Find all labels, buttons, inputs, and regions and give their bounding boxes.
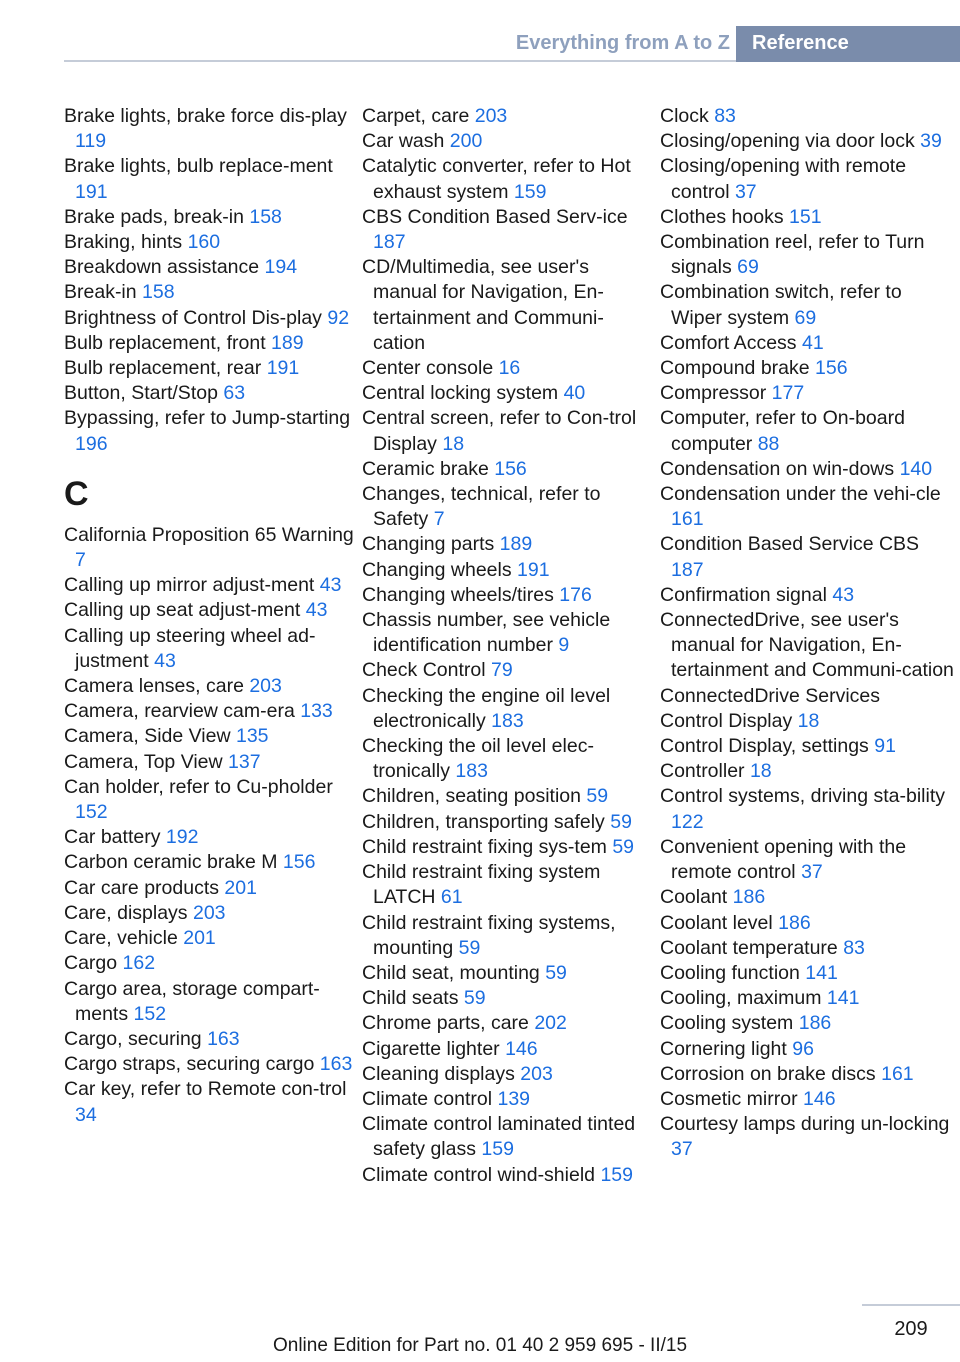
index-page-link[interactable]: 201 bbox=[224, 876, 257, 899]
index-entry-term: Care, vehicle bbox=[64, 927, 184, 950]
index-entry-term: ConnectedDrive Services bbox=[660, 684, 881, 707]
index-page-link[interactable]: 88 bbox=[757, 432, 780, 455]
index-entry-term: Computer, refer to On-board computer bbox=[660, 407, 905, 455]
index-page-link[interactable]: 7 bbox=[433, 508, 445, 531]
index-page-link[interactable]: 43 bbox=[319, 574, 342, 597]
index-entry-term: Condition Based Service CBS bbox=[660, 533, 920, 556]
index-entry-term: Carpet, care bbox=[362, 105, 475, 127]
index-entry-term: Camera, Side View bbox=[64, 725, 236, 748]
index-entry-term: Changes, technical, refer to Safety bbox=[362, 483, 601, 531]
index-entry-term: Car care products bbox=[64, 876, 225, 899]
index-entry-term: Carbon ceramic brake M bbox=[64, 851, 283, 874]
index-page-link[interactable]: 158 bbox=[142, 281, 175, 304]
index-page-link[interactable]: 191 bbox=[517, 558, 550, 581]
index-entry bbox=[362, 986, 652, 1011]
index-page-link[interactable]: 43 bbox=[305, 599, 328, 622]
index-page-link[interactable]: 177 bbox=[771, 382, 805, 405]
index-entry bbox=[64, 523, 354, 573]
index-entry bbox=[64, 573, 354, 598]
index-entry-term: Child restraint fixing system LATCH bbox=[362, 861, 601, 909]
index-page-link[interactable]: 201 bbox=[183, 927, 216, 950]
index-entry-term: Children, transporting safely bbox=[362, 810, 611, 833]
index-page-link[interactable]: 83 bbox=[714, 105, 736, 127]
index-entry bbox=[64, 255, 354, 280]
index-entry-term: Condensation on win-dows bbox=[660, 457, 900, 480]
index-entry bbox=[362, 1112, 652, 1162]
index-entry-term: Cleaning displays bbox=[362, 1062, 521, 1085]
index-entry bbox=[660, 583, 956, 608]
index-entry-term: Checking the oil level elec-tronically bbox=[362, 735, 594, 783]
index-entry-term: California Proposition 65 Warning bbox=[64, 523, 354, 546]
index-entry-term: Cooling, maximum bbox=[660, 987, 827, 1010]
index-entry bbox=[660, 684, 956, 709]
index-page-link[interactable]: 156 bbox=[494, 457, 527, 480]
index-letter-heading: C bbox=[64, 474, 89, 513]
index-entry bbox=[660, 154, 956, 204]
index-entry-term: Comfort Access bbox=[660, 331, 802, 354]
index-entry bbox=[660, 1011, 956, 1036]
index-entry-term: Can holder, refer to Cu-pholder bbox=[64, 775, 333, 798]
index-entry bbox=[64, 205, 354, 230]
index-page-link[interactable]: 41 bbox=[801, 331, 824, 354]
index-entry bbox=[362, 1011, 652, 1036]
index-page-link[interactable]: 39 bbox=[920, 130, 942, 153]
index-entry-term: Camera, rearview cam-era bbox=[64, 700, 301, 723]
index-entry bbox=[64, 775, 354, 825]
index-page-link[interactable]: 59 bbox=[463, 987, 486, 1010]
index-page-link[interactable]: 141 bbox=[805, 961, 838, 984]
index-page-link[interactable]: 133 bbox=[300, 700, 333, 723]
index-entry-term: Cargo straps, securing cargo bbox=[64, 1053, 320, 1076]
index-entry-term: Catalytic converter, refer to Hot exhaust system bbox=[362, 155, 631, 203]
index-page-link[interactable]: 163 bbox=[207, 1027, 240, 1050]
index-entry-term: Cooling system bbox=[660, 1012, 799, 1035]
index-entry-term: Child restraint fixing sys-tem bbox=[362, 835, 613, 858]
index-entry bbox=[362, 961, 652, 986]
index-page-link[interactable]: 203 bbox=[474, 105, 508, 127]
index-page-link[interactable]: 137 bbox=[228, 750, 261, 773]
index-entry-term: CD/Multimedia, see user's manual for Navigation, En-tertainment and Communi-cation bbox=[362, 256, 604, 354]
index-entry-term: Climate control laminated tinted safety glass bbox=[362, 1113, 636, 1161]
index-entry bbox=[64, 876, 354, 901]
index-entry bbox=[660, 230, 956, 280]
index-page-link[interactable]: 156 bbox=[282, 851, 316, 874]
index-entry bbox=[660, 205, 956, 230]
index-entry-term: Closing/opening via door lock bbox=[660, 130, 921, 153]
index-page-link[interactable]: 119 bbox=[75, 130, 107, 153]
footer-edition: Online Edition for Part no. 01 40 2 959 695 - II/15 bbox=[272, 1335, 688, 1356]
index-entry bbox=[362, 911, 652, 961]
index-page-link[interactable]: 186 bbox=[778, 911, 811, 934]
index-page-link[interactable]: 152 bbox=[75, 801, 108, 824]
index-entry-term: Camera, Top View bbox=[64, 750, 229, 773]
index-entry-term: Confirmation signal bbox=[660, 583, 833, 606]
index-page-link[interactable]: 83 bbox=[843, 936, 865, 959]
header-reference-tab: Reference bbox=[736, 26, 960, 62]
index-entry bbox=[64, 977, 354, 1027]
index-entry bbox=[362, 129, 652, 154]
index-entry bbox=[660, 961, 956, 986]
index-entry-term: Closing/opening with remote control bbox=[660, 155, 907, 203]
index-entry bbox=[362, 255, 652, 356]
index-entry bbox=[64, 624, 354, 674]
index-entry-term: Button, Start/Stop bbox=[64, 382, 224, 405]
index-page-link[interactable]: 186 bbox=[732, 886, 766, 909]
index-entry bbox=[362, 860, 652, 910]
index-entry-term: Clothes hooks bbox=[660, 205, 789, 228]
index-entry-term: Courtesy lamps during un-locking bbox=[660, 1113, 950, 1136]
index-entry bbox=[64, 356, 354, 381]
index-entry bbox=[64, 1077, 354, 1127]
index-column-2 bbox=[362, 104, 652, 1188]
index-entry bbox=[660, 1087, 956, 1112]
index-entry-term: Bulb replacement, rear bbox=[64, 357, 267, 380]
index-page-link[interactable]: 189 bbox=[499, 533, 533, 556]
index-page-link[interactable]: 183 bbox=[455, 760, 488, 783]
index-entry-term: Checking the engine oil level electronically bbox=[362, 684, 611, 732]
index-column-1 bbox=[64, 104, 354, 1128]
index-entry-term: Ceramic brake bbox=[362, 457, 495, 480]
index-entry bbox=[64, 306, 354, 331]
index-entry-term: Calling up mirror adjust-ment bbox=[64, 574, 320, 597]
index-entry bbox=[660, 784, 956, 834]
index-page-link[interactable]: 37 bbox=[801, 861, 823, 884]
index-page-link[interactable]: 187 bbox=[373, 231, 406, 254]
index-entry bbox=[362, 583, 652, 608]
index-entry bbox=[660, 280, 956, 330]
index-page-link[interactable]: 141 bbox=[826, 987, 860, 1010]
index-entry bbox=[64, 1027, 354, 1052]
index-entry bbox=[660, 734, 956, 759]
index-entry-term: Compressor bbox=[660, 382, 772, 405]
index-page-link[interactable]: 40 bbox=[563, 382, 586, 405]
index-entry-term: Camera lenses, care bbox=[64, 675, 250, 698]
index-entry-term: Chrome parts, care bbox=[362, 1012, 535, 1035]
index-entry-term: Children, seating position bbox=[362, 785, 587, 808]
index-entry bbox=[64, 724, 354, 749]
index-entry-term: Calling up steering wheel ad-justment bbox=[64, 624, 316, 672]
index-entry bbox=[660, 129, 956, 154]
index-entry-term: Changing wheels bbox=[362, 558, 518, 581]
index-page-link[interactable]: 59 bbox=[612, 835, 635, 858]
index-page-link[interactable]: 152 bbox=[133, 1002, 167, 1025]
index-entry bbox=[660, 457, 956, 482]
index-page-link[interactable]: 194 bbox=[264, 256, 298, 279]
index-entry bbox=[660, 709, 956, 734]
index-entry-term: Cigarette lighter bbox=[362, 1037, 506, 1060]
index-page-link[interactable]: 59 bbox=[586, 785, 609, 808]
index-entry bbox=[362, 381, 652, 406]
index-entry bbox=[64, 230, 354, 255]
index-entry bbox=[660, 885, 956, 910]
index-entry-term: Calling up seat adjust-ment bbox=[64, 599, 306, 622]
index-entry-term: Breakdown assistance bbox=[64, 256, 265, 279]
index-entry-term: Child seat, mounting bbox=[362, 961, 546, 984]
index-entry bbox=[660, 936, 956, 961]
index-entry-term: Condensation under the vehi-cle bbox=[660, 483, 941, 506]
index-entry-term: Child seats bbox=[362, 987, 464, 1010]
index-entry bbox=[362, 558, 652, 583]
index-page-link[interactable]: 146 bbox=[505, 1037, 538, 1060]
index-page-link[interactable]: 160 bbox=[187, 231, 221, 254]
index-page-link[interactable]: 135 bbox=[235, 725, 269, 748]
index-page-link[interactable]: 146 bbox=[803, 1087, 836, 1110]
index-entry bbox=[64, 750, 354, 775]
index-entry-term: Control systems, driving sta-bility bbox=[660, 785, 945, 808]
index-page-link[interactable]: 159 bbox=[513, 180, 547, 203]
index-page-link[interactable]: 163 bbox=[319, 1053, 353, 1076]
index-entry-term: Center console bbox=[362, 357, 499, 380]
index-entry bbox=[660, 406, 956, 456]
index-entry-term: Convenient opening with the remote control bbox=[660, 835, 907, 884]
index-page-link[interactable]: 37 bbox=[671, 1138, 693, 1161]
index-entry bbox=[64, 699, 354, 724]
index-page-link[interactable]: 7 bbox=[75, 549, 86, 572]
index-page-link[interactable]: 203 bbox=[249, 675, 282, 698]
index-entry-term: Climate control wind-shield bbox=[362, 1163, 601, 1186]
index-entry-term: Brake lights, brake force dis-play bbox=[64, 105, 347, 127]
index-entry bbox=[362, 1037, 652, 1062]
index-entry-term: Cooling function bbox=[660, 961, 806, 984]
index-entry bbox=[660, 1112, 956, 1162]
index-page-link[interactable]: 191 bbox=[75, 180, 108, 203]
index-entry-term: Car battery bbox=[64, 826, 166, 849]
index-entry-term: Brightness of Control Dis-play bbox=[64, 306, 328, 329]
index-column-3 bbox=[660, 104, 956, 1163]
index-page-link[interactable]: 63 bbox=[223, 382, 246, 405]
index-entry-term: Chassis number, see vehicle identification number bbox=[362, 609, 611, 657]
index-entry-term: Climate control bbox=[362, 1087, 498, 1110]
page-number-rule bbox=[862, 1304, 960, 1306]
index-page-link[interactable]: 34 bbox=[75, 1103, 97, 1126]
index-page-link[interactable]: 9 bbox=[558, 634, 570, 657]
index-entry-term: Coolant level bbox=[660, 911, 779, 934]
index-page-link[interactable]: 59 bbox=[610, 810, 632, 833]
index-entry-term: Child restraint fixing systems, mounting bbox=[362, 911, 616, 959]
index-entry bbox=[64, 381, 354, 406]
index-entry bbox=[362, 356, 652, 381]
index-page-link[interactable]: 187 bbox=[671, 558, 704, 581]
index-page-link[interactable]: 69 bbox=[737, 256, 759, 279]
index-entry bbox=[660, 482, 956, 532]
index-entry-term: Bypassing, refer to Jump-starting bbox=[64, 407, 351, 430]
index-page-link[interactable]: 43 bbox=[832, 583, 855, 606]
index-page-link[interactable]: 79 bbox=[490, 659, 513, 682]
index-entry bbox=[362, 1087, 652, 1112]
index-entry bbox=[64, 825, 354, 850]
index-page-link[interactable]: 161 bbox=[671, 508, 704, 531]
index-entry-term: Care, displays bbox=[64, 901, 193, 924]
index-entry-term: Cargo area, storage compart-ments bbox=[64, 977, 320, 1025]
index-entry bbox=[362, 810, 652, 835]
index-entry bbox=[64, 406, 354, 456]
index-page-link[interactable]: 196 bbox=[75, 432, 108, 455]
index-entry bbox=[362, 457, 652, 482]
index-page-link[interactable]: 183 bbox=[491, 709, 524, 732]
index-entry bbox=[64, 331, 354, 356]
index-entry bbox=[660, 532, 956, 582]
index-entry bbox=[64, 1052, 354, 1077]
page-number: 209 bbox=[894, 1318, 928, 1340]
index-page-link[interactable]: 59 bbox=[545, 961, 567, 984]
index-entry bbox=[660, 986, 956, 1011]
index-page-link[interactable]: 202 bbox=[534, 1012, 567, 1035]
index-entry-term: Brake lights, bulb replace-ment bbox=[64, 155, 333, 178]
index-page-link[interactable]: 140 bbox=[899, 457, 933, 480]
index-entry bbox=[362, 658, 652, 683]
index-entry-term: Combination switch, refer to Wiper system bbox=[660, 281, 902, 329]
index-page-link[interactable]: 162 bbox=[122, 952, 156, 975]
index-page-link[interactable]: 159 bbox=[600, 1163, 633, 1186]
index-entry-term: Cornering light bbox=[660, 1037, 793, 1060]
index-page-link[interactable]: 37 bbox=[734, 180, 757, 203]
index-entry-term: Coolant temperature bbox=[660, 936, 844, 959]
index-page-link[interactable]: 156 bbox=[815, 357, 848, 380]
index-entry bbox=[660, 1037, 956, 1062]
index-entry bbox=[64, 598, 354, 623]
index-entry-term: Clock bbox=[660, 105, 715, 127]
index-page-link[interactable]: 18 bbox=[442, 432, 465, 455]
index-entry-term: ConnectedDrive, see user's manual for Navigation, En-tertainment and Communi-cation bbox=[660, 609, 954, 682]
index-entry bbox=[362, 684, 652, 734]
index-entry bbox=[660, 381, 956, 406]
index-entry bbox=[660, 1062, 956, 1087]
index-page-link[interactable]: 96 bbox=[792, 1037, 814, 1060]
index-entry bbox=[64, 850, 354, 875]
index-entry-term: Brake pads, break-in bbox=[64, 205, 250, 228]
index-entry-term: Cosmetic mirror bbox=[660, 1087, 804, 1110]
index-entry bbox=[64, 280, 354, 305]
index-entry-term: Central locking system bbox=[362, 382, 564, 405]
index-page-link[interactable]: 16 bbox=[498, 357, 521, 380]
index-page-link[interactable]: 186 bbox=[798, 1012, 832, 1035]
index-page-link[interactable]: 139 bbox=[497, 1087, 531, 1110]
index-entry-term: Central screen, refer to Con-trol Display bbox=[362, 407, 637, 455]
index-entry-term: Coolant bbox=[660, 886, 733, 909]
index-page-link[interactable]: 203 bbox=[192, 901, 226, 924]
index-page-link[interactable]: 176 bbox=[559, 583, 592, 606]
index-entry-term: Combination reel, refer to Turn signals bbox=[660, 231, 925, 279]
index-entry-term: Control Display, settings bbox=[660, 735, 875, 758]
index-entry bbox=[64, 674, 354, 699]
index-page-link[interactable]: 92 bbox=[327, 306, 350, 329]
index-entry-term: Controller bbox=[660, 760, 750, 783]
index-entry bbox=[362, 532, 652, 557]
index-entry-term: Check Control bbox=[362, 659, 491, 682]
index-entry bbox=[362, 1163, 652, 1188]
index-entry bbox=[362, 835, 652, 860]
index-entry-term: Cargo bbox=[64, 952, 123, 975]
index-entry bbox=[64, 951, 354, 976]
index-page-link[interactable]: 61 bbox=[440, 886, 463, 909]
index-entry-term: Control Display bbox=[660, 709, 798, 732]
index-entry bbox=[64, 104, 354, 154]
index-entry-term: Break-in bbox=[64, 281, 143, 304]
index-entry bbox=[362, 482, 652, 532]
index-entry bbox=[660, 356, 956, 381]
index-entry bbox=[64, 901, 354, 926]
index-page-link[interactable]: 18 bbox=[749, 760, 772, 783]
index-page-link[interactable]: 158 bbox=[249, 205, 282, 228]
index-page-link[interactable]: 159 bbox=[481, 1138, 514, 1161]
index-entry bbox=[362, 1062, 652, 1087]
index-page-link[interactable]: 203 bbox=[520, 1062, 553, 1085]
index-entry bbox=[660, 759, 956, 784]
index-page-link[interactable]: 151 bbox=[789, 205, 822, 228]
index-entry-term: Compound brake bbox=[660, 357, 816, 380]
index-entry-term: Changing parts bbox=[362, 533, 500, 556]
index-entry bbox=[660, 911, 956, 936]
index-entry bbox=[660, 331, 956, 356]
index-entry-term: Cargo, securing bbox=[64, 1027, 208, 1050]
index-entry bbox=[362, 154, 652, 204]
index-entry bbox=[660, 835, 956, 885]
index-entry bbox=[64, 926, 354, 951]
index-page-link[interactable]: 43 bbox=[154, 649, 176, 672]
index-entry-term: Braking, hints bbox=[64, 231, 188, 254]
index-entry-term: CBS Condition Based Serv-ice bbox=[362, 205, 628, 228]
index-entry bbox=[362, 734, 652, 784]
index-entry bbox=[660, 104, 956, 129]
index-entry-term: Changing wheels/tires bbox=[362, 583, 560, 606]
index-entry-term: Corrosion on brake discs bbox=[660, 1062, 882, 1085]
index-entry bbox=[64, 154, 354, 204]
index-page-link[interactable]: 59 bbox=[458, 936, 481, 959]
header-section-title: Everything from A to Z bbox=[515, 32, 730, 54]
index-entry bbox=[362, 205, 652, 255]
index-page-link[interactable]: 191 bbox=[266, 357, 300, 380]
index-page-link[interactable]: 161 bbox=[881, 1062, 914, 1085]
index-entry bbox=[362, 608, 652, 658]
index-page-link[interactable]: 122 bbox=[671, 810, 704, 833]
index-entry-term: Car wash bbox=[362, 130, 450, 153]
index-entry-term: Car key, refer to Remote con-trol bbox=[64, 1078, 347, 1101]
index-page-link[interactable]: 189 bbox=[271, 331, 304, 354]
index-page-link[interactable]: 200 bbox=[449, 130, 483, 153]
index-entry bbox=[362, 406, 652, 456]
index-page-link[interactable]: 18 bbox=[797, 709, 820, 732]
index-entry bbox=[362, 104, 652, 129]
index-page-link[interactable]: 69 bbox=[794, 306, 817, 329]
index-entry bbox=[660, 608, 956, 684]
index-entry bbox=[362, 784, 652, 809]
index-page-link[interactable]: 192 bbox=[165, 826, 199, 849]
index-page-link[interactable]: 91 bbox=[874, 735, 896, 758]
index-entry-term: Bulb replacement, front bbox=[64, 331, 272, 354]
